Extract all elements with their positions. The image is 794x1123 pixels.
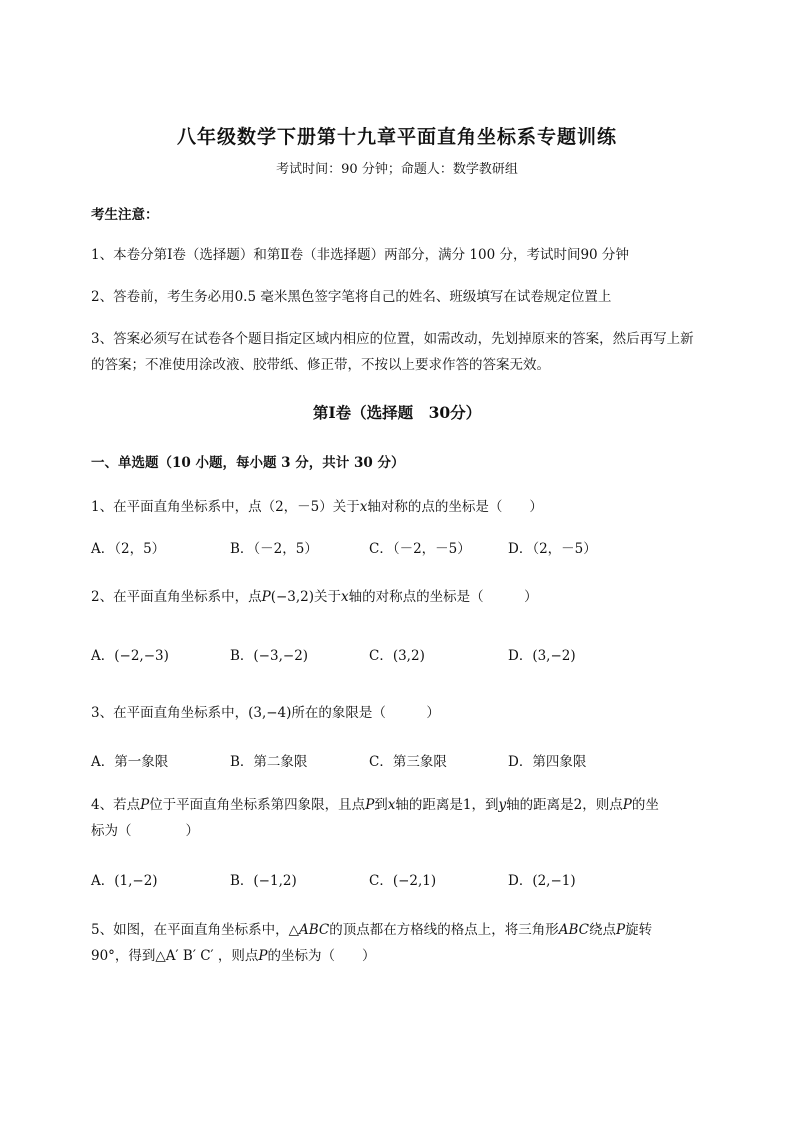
question-2-option-c[interactable]: C．(3,2) bbox=[369, 648, 425, 664]
question-3-stem: 3、在平面直角坐标系中，(3,−4)所在的象限是（ ） bbox=[91, 705, 440, 721]
question-4-option-c[interactable]: C．(−2,1) bbox=[369, 873, 437, 889]
notice-heading: 考生注意： bbox=[91, 207, 159, 223]
page-title: 八年级数学下册第十九章平面直角坐标系专题训练 bbox=[176, 126, 617, 148]
question-4-stem-line-1: 4、若点P位于平面直角坐标系第四象限，且点P到x轴的距离是1，到y轴的距离是2，则点P的坐 bbox=[91, 797, 659, 813]
page-subtitle: 考试时间：90 分钟；命题人：数学教研组 bbox=[276, 162, 518, 177]
question-1-option-d[interactable]: D．（2，－5） bbox=[508, 541, 597, 557]
question-3-option-c[interactable]: C．第三象限 bbox=[369, 754, 447, 770]
question-2-stem: 2、在平面直角坐标系中，点P(−3,2)关于x轴的对称点的坐标是（ ） bbox=[91, 589, 538, 605]
section-title: 第Ⅰ卷（选择题 30分） bbox=[312, 403, 482, 422]
question-1-option-a[interactable]: A．（2，5） bbox=[91, 541, 166, 557]
question-1-option-b[interactable]: B．（－2，5） bbox=[230, 541, 318, 557]
question-4-option-d[interactable]: D．(2,−1) bbox=[508, 873, 576, 889]
question-4-option-a[interactable]: A．(1,−2) bbox=[91, 873, 158, 889]
question-3-option-a[interactable]: A．第一象限 bbox=[91, 754, 169, 770]
notice-item-1: 1、本卷分第Ⅰ卷（选择题）和第Ⅱ卷（非选择题）两部分，满分 100 分，考试时间90 分钟 bbox=[91, 247, 629, 263]
notice-item-3-line-1: 3、答案必须写在试卷各个题目指定区域内相应的位置，如需改动，先划掉原来的答案，然后再写上新 bbox=[91, 331, 694, 347]
question-3-option-d[interactable]: D．第四象限 bbox=[508, 754, 587, 770]
question-4-option-b[interactable]: B．(−1,2) bbox=[230, 873, 297, 889]
question-3-option-b[interactable]: B．第二象限 bbox=[230, 754, 308, 770]
question-1-option-c[interactable]: C．（－2，－5） bbox=[369, 541, 471, 557]
question-2-option-d[interactable]: D．(3,−2) bbox=[508, 648, 576, 664]
question-4-stem-line-2: 标为（ ） bbox=[91, 823, 199, 839]
question-1-stem: 1、在平面直角坐标系中，点（2，－5）关于x轴对称的点的坐标是（ ） bbox=[91, 499, 543, 515]
question-5-stem-line-1: 5、如图，在平面直角坐标系中，△ABC的顶点都在方格线的格点上，将三角形ABC绕点P旋转 bbox=[91, 922, 653, 938]
notice-item-3-line-2: 的答案；不准使用涂改液、胶带纸、修正带，不按以上要求作答的答案无效。 bbox=[91, 357, 550, 373]
question-2-option-b[interactable]: B．(−3,−2) bbox=[230, 648, 309, 664]
part-heading: 一、单选题（10 小题，每小题 3 分，共计 30 分） bbox=[91, 455, 405, 471]
question-5-stem-line-2: 90°，得到△A′ B′ C′ ，则点P的坐标为（ ） bbox=[91, 948, 376, 964]
question-2-option-a[interactable]: A．(−2,−3) bbox=[91, 648, 169, 664]
notice-item-2: 2、答卷前，考生务必用0.5 毫米黑色签字笔将自己的姓名、班级填写在试卷规定位置上 bbox=[91, 289, 612, 305]
